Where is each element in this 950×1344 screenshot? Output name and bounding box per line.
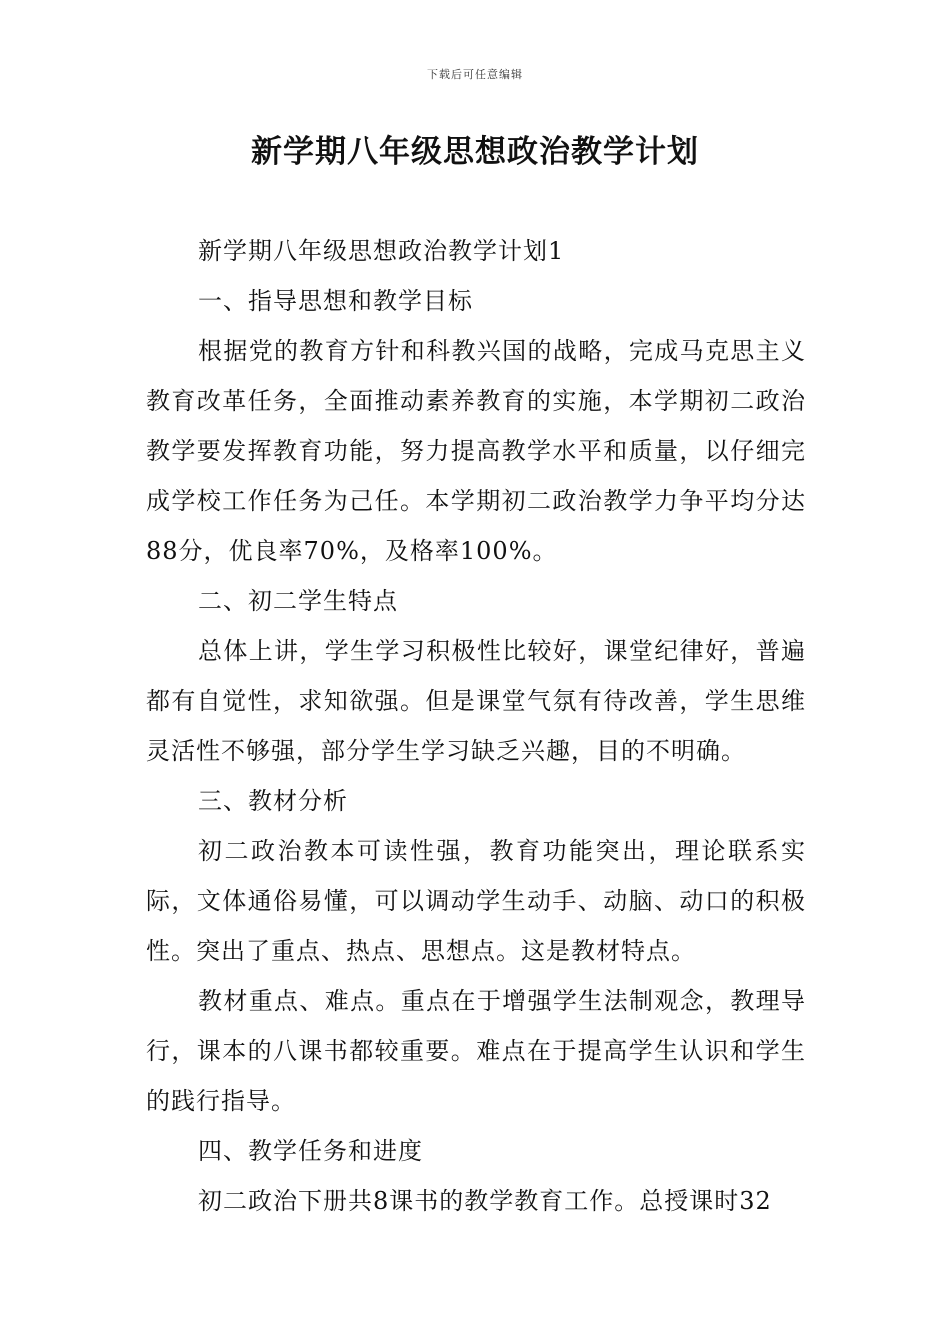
- document-title: 新学期八年级思想政治教学计划: [251, 134, 699, 170]
- paragraph: 教材重点、难点。重点在于增强学生法制观念，教理导行，课本的八课书都较重要。难点在于提高学生认识和学生的践行指导。: [146, 987, 806, 1115]
- section-heading-1: 一、指导思想和教学目标: [198, 287, 473, 315]
- section-heading-4: 四、教学任务和进度: [198, 1137, 423, 1165]
- paragraph: 总体上讲，学生学习积极性比较好，课堂纪律好，普遍都有自觉性，求知欲强。但是课堂气氛有待改善，学生思维灵活性不够强，部分学生学习缺乏兴趣，目的不明确。: [146, 637, 806, 765]
- paragraph: 初二政治教本可读性强，教育功能突出，理论联系实际，文体通俗易懂，可以调动学生动手、动脑、动口的积极性。突出了重点、热点、思想点。这是教材特点。: [146, 837, 806, 965]
- paragraph: 根据党的教育方针和科教兴国的战略，完成马克思主义教育改革任务，全面推动素养教育的实施，本学期初二政治教学要发挥教育功能，努力提高教学水平和质量，以仔细完成学校工作任务为己任。本学期初二政治教学力争平均分达88分，优良率70%，及格率100%。: [146, 337, 806, 565]
- header-note: 下载后可任意编辑: [427, 68, 523, 81]
- paragraph-subtitle: 新学期八年级思想政治教学计划1: [198, 237, 565, 265]
- document-body: [146, 226, 806, 1226]
- section-heading-3: 三、教材分析: [198, 787, 348, 815]
- paragraph: 初二政治下册共8课书的教学教育工作。总授课时32: [198, 1187, 772, 1215]
- section-heading-2: 二、初二学生特点: [198, 587, 398, 615]
